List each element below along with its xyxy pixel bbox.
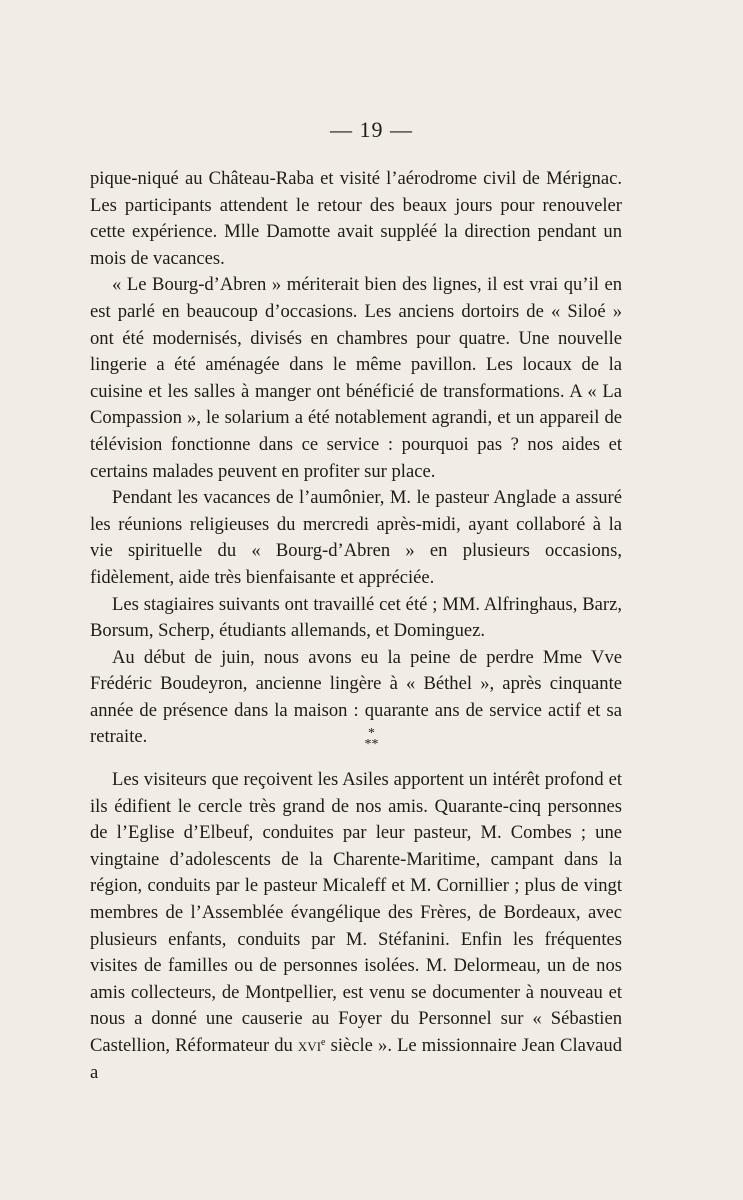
asterism-bottom: ** xyxy=(364,737,379,752)
page-number: — 19 — xyxy=(330,117,413,142)
section-separator xyxy=(0,728,743,750)
paragraph-text-end: siècle ». Le missionnaire Jean Clavaud a xyxy=(90,1034,623,1083)
section-1 xyxy=(90,166,622,751)
section-2 xyxy=(90,767,622,1086)
asterism-top: * xyxy=(368,726,375,741)
paragraph: pique-niqué au Château-Raba et visité l’aérodrome civil de Mérignac. Les participants attendent le retour des beaux jours pour renouveler cette expérience. Mlle Damotte avait suppléé la direction pendant un mois de vacances. xyxy=(90,168,622,269)
century-numeral: xvi xyxy=(297,1034,322,1056)
paragraph: Pendant les vacances de l’aumônier, M. le pasteur Anglade a assuré les réunions religieuses du mercredi après-midi, ayant collaboré à la vie spirituelle du « Bourg-d’Abren » en plusieurs occasions, fidèlement, aide très bienfaisante et appréciée. xyxy=(90,487,622,588)
paragraph: Les stagiaires suivants ont travaillé cet été ; MM. Alfringhaus, Barz, Borsum, Scherp, étudiants allemands, et Dominguez. xyxy=(90,593,622,642)
paragraph-text-start: Les visiteurs que reçoivent les Asiles apportent un intérêt profond et ils édifient le cercle très grand de nos amis. Quarante-cinq personnes de l’Eglise d’Elbeuf, conduites par leur pasteur, M. Combes ; une vingtaine d’adolescents de la Charente-Maritime, campant dans la région, conduits par le pasteur Micaleff et M. Cornillier ; plus de vingt membres de l’Assemblée évangélique des Frères, de Bordeaux, avec plusieurs enfants, conduits par M. Stéfanini. Enfin les fréquentes visites de familles ou de personnes isolées. M. Delormeau, un de nos amis collecteurs, de Montpellier, est venu se documenter à nouveau et nous a donné une causerie au Foyer du Personnel sur « Sébastien Castellion, Réformateur du xyxy=(90,769,622,1056)
century-suffix: e xyxy=(321,1036,326,1048)
paragraph: Au début de juin, nous avons eu la peine de perdre Mme Vve Frédéric Boudeyron, ancienne lingère à « Béthel », après cinquante année de présence dans la maison : quarante ans de service actif et sa retraite. xyxy=(90,646,622,748)
paragraph xyxy=(90,767,622,1086)
paragraph: « Le Bourg-d’Abren » mériterait bien des lignes, il est vrai qu’il en est parlé en beaucoup d’occasions. Les anciens dortoirs de « Siloé » ont été modernisés, divisés en chambres pour quatre. Une nouvelle lingerie a été aménagée dans le même pavillon. Les locaux de la cuisine et les salles à manger ont bénéficié de transformations. A « La Compassion », le solarium a été notablement agrandi, et un appareil de télévision fonctionne dans ce service : pourquoi pas ? nos aides et certains malades peuvent en profiter sur place. xyxy=(90,274,622,482)
